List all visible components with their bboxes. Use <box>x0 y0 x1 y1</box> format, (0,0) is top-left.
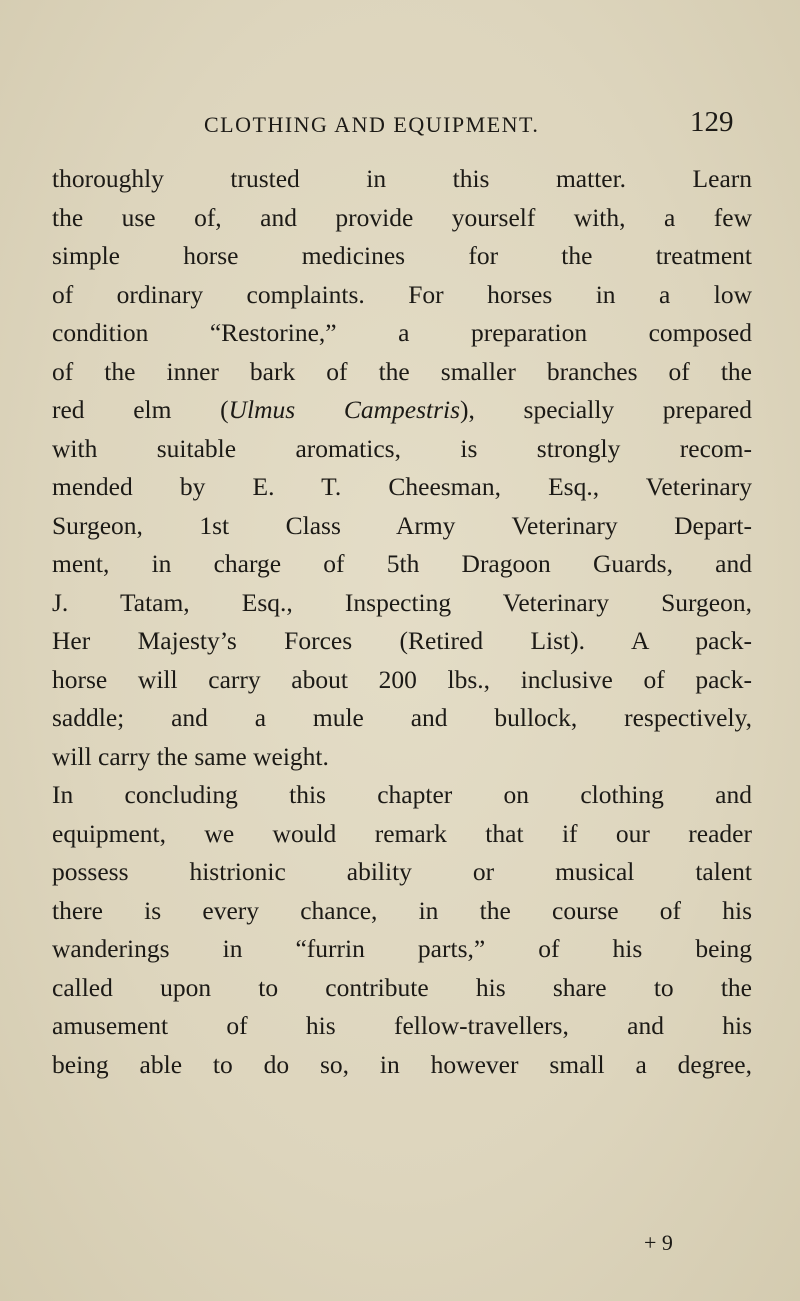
text-line: ment, in charge of 5th Dragoon Guards, and <box>52 549 752 578</box>
text-line: J. Tatam, Esq., Inspecting Veterinary Surgeon, <box>52 587 752 617</box>
text-line: the use of, and provide yourself with, a few <box>52 202 752 232</box>
text-line: of the inner bark of the smaller branches of the <box>52 356 752 386</box>
text-line: horse will carry about 200 lbs., inclusive of pack- <box>52 664 752 694</box>
text-line: simple horse medicines for the treatment <box>52 241 752 270</box>
text-line: Surgeon, 1st Class Army Veterinary Depart- <box>52 510 752 540</box>
text-line: possess histrionic ability or musical talent <box>52 857 752 886</box>
text-line: being able to do so, in however small a degree, <box>52 1049 752 1079</box>
body-text <box>52 160 752 1084</box>
text-line: equipment, we would remark that if our reader <box>52 818 752 848</box>
text-line: saddle; and a mule and bullock, respectively, <box>52 703 752 732</box>
signature-mark: + 9 <box>644 1230 673 1255</box>
text-line: In concluding this chapter on clothing and <box>52 780 752 809</box>
text-line: amusement of his fellow-travellers, and his <box>52 1011 752 1040</box>
text-line: condition “Restorine,” a preparation composed <box>52 318 752 347</box>
text-line: with suitable aromatics, is strongly recom- <box>52 433 752 463</box>
text-line: will carry the same weight. <box>52 741 329 771</box>
text-line: there is every chance, in the course of his <box>52 895 752 925</box>
italic-latin-name: Ulmus Campestris <box>228 395 461 424</box>
page-number: 129 <box>690 106 734 138</box>
text-line: red elm (Ulmus Campestris), specially prepared <box>52 395 752 424</box>
text-line: wanderings in “furrin parts,” of his being <box>52 934 752 963</box>
text-line: of ordinary complaints. For horses in a low <box>52 279 752 309</box>
text-line: called upon to contribute his share to the <box>52 972 752 1002</box>
text-line: mended by E. T. Cheesman, Esq., Veterinary <box>52 472 752 501</box>
running-head: CLOTHING AND EQUIPMENT. <box>204 112 540 137</box>
text-line: Her Majesty’s Forces (Retired List). A pack- <box>52 626 752 655</box>
text-line: thoroughly trusted in this matter. Learn <box>52 164 752 193</box>
